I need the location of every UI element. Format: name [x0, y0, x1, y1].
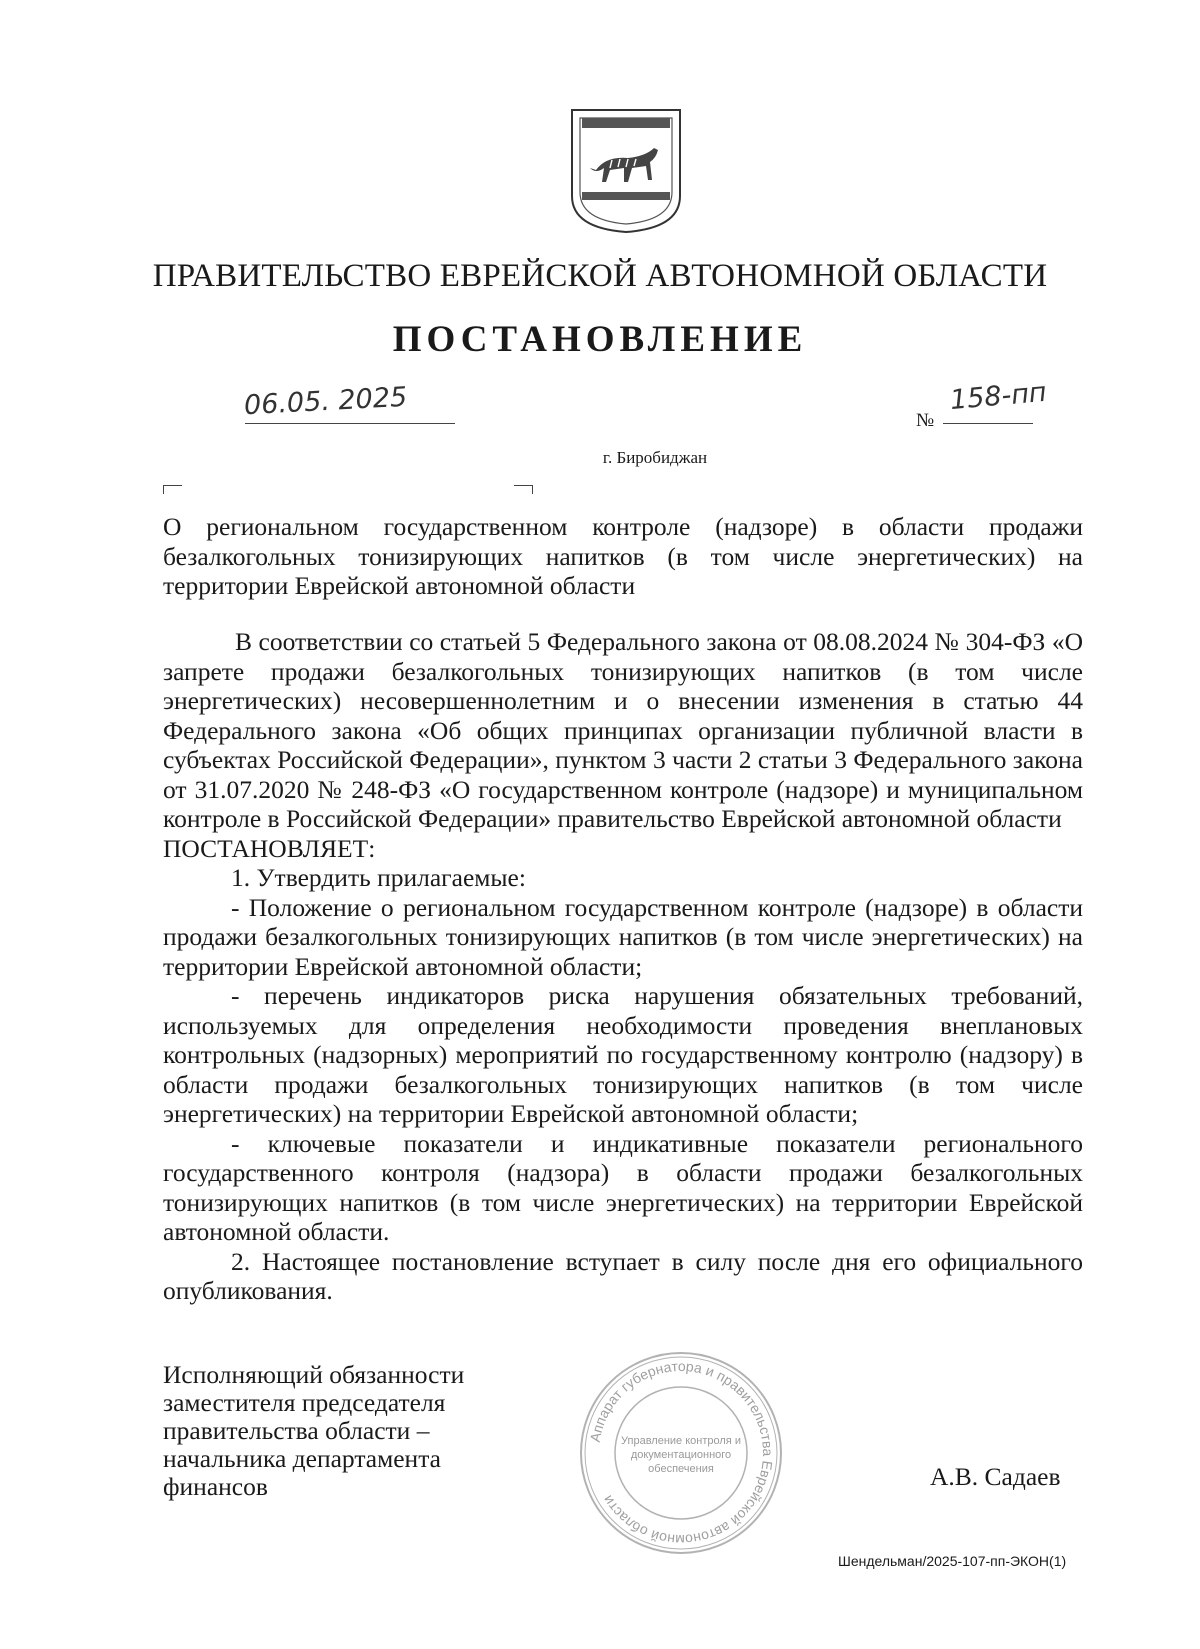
- corner-mark-left: [163, 485, 182, 494]
- document-body: [163, 627, 1083, 1306]
- document-subject: О региональном государственном контроле (надзоре) в области продажи безалкогольных тонизирующих напитков (в том числе энергетических) на территории Еврейской автономной области: [163, 512, 1083, 600]
- svg-text:обеспечения: обеспечения: [648, 1463, 714, 1475]
- role-line: финансов: [163, 1472, 268, 1501]
- signatory-name: А.В. Садаев: [930, 1462, 1061, 1491]
- signatory-role: [163, 1361, 503, 1501]
- coat-of-arms-tiger-icon: [566, 104, 686, 236]
- svg-text:Аппарат губернатора и правител: Аппарат губернатора и правительства Еврейской автономной области: [586, 1357, 777, 1549]
- date-underline: [245, 423, 455, 424]
- item-1-a: - Положение о региональном государственном контроле (надзоре) в области продажи безалкогольных тонизирующих напитков (в том числе энергетических) на территории Еврейской автономной области;: [163, 892, 1083, 981]
- svg-text:Управление контроля и: Управление контроля и: [621, 1435, 741, 1447]
- role-line: заместителя председателя: [163, 1388, 446, 1417]
- svg-text:документационного: документационного: [630, 1449, 732, 1461]
- item-1: 1. Утвердить прилагаемые:: [231, 863, 526, 892]
- document-type: ПОСТАНОВЛЕНИЕ: [392, 319, 808, 360]
- item-1-c: - ключевые показатели и индикативные показатели регионального государственного контроля (надзора) в области продажи безалкогольных тонизирующих напитков (в том числе энергетических) на территории Еврейской автономной области.: [163, 1128, 1083, 1246]
- coat-of-arms: [566, 104, 686, 236]
- preamble: В соответствии со статьей 5 Федерального закона от 08.08.2024 № 304-ФЗ «О запрете продажи безалкогольных тонизирующих напитков (в том числе энергетических) несовершеннолетним и о внесении изменения в статью 44 Федерального закона «Об общих принципах организации публичной власти в субъектах Российской Федерации», пунктом 3 части 2 статьи 3 Федерального закона от 31.07.2020 № 248-ФЗ «О государственном контроле (надзоре) и муниципальном контроле в Российской Федерации» правительство Еврейской автономной области: [163, 627, 1083, 833]
- document-number: 158-пп: [948, 376, 1048, 417]
- corner-mark-right: [514, 485, 533, 494]
- government-title: ПРАВИТЕЛЬСТВО ЕВРЕЙСКОЙ АВТОНОМНОЙ ОБЛАСТИ: [152, 258, 1048, 294]
- stamp-seal-icon: [576, 1348, 786, 1558]
- item-2: 2. Настоящее постановление вступает в силу после дня его официального опубликования.: [163, 1246, 1083, 1305]
- official-stamp: [576, 1348, 786, 1558]
- role-line: правительства области –: [163, 1416, 430, 1445]
- document-date: 06.05. 2025: [243, 381, 408, 422]
- number-underline: [943, 423, 1033, 424]
- footer-reference: Шендельман/2025-107-пп-ЭКОН(1): [838, 1553, 1067, 1569]
- role-line: начальника департамента: [163, 1444, 441, 1473]
- number-sign: №: [916, 410, 935, 431]
- item-1-b: - перечень индикаторов риска нарушения обязательных требований, используемых для определения необходимости проведения внеплановых контрольных (надзорных) мероприятий по государственному контролю (надзору) в области продажи безалкогольных тонизирующих напитков (в том числе энергетических) на территории Еврейской автономной области;: [163, 981, 1083, 1128]
- decree-word: ПОСТАНОВЛЯЕТ:: [163, 833, 376, 863]
- city: г. Биробиджан: [602, 448, 708, 467]
- role-line: Исполняющий обязанности: [163, 1360, 465, 1389]
